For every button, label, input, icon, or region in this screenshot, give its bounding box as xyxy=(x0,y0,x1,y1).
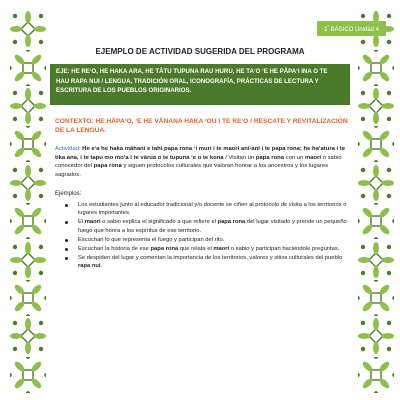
example-text: del lugar visitado y prende un pequeño fuego que honra a los espíritus de ese territorio. xyxy=(78,219,347,234)
example-text: Escuchan la historia de ese xyxy=(78,245,151,252)
example-text: . xyxy=(100,263,103,270)
eje-banner xyxy=(50,64,350,105)
activity-rapanui-text: He eʻa he haka māhani e tahi papa rona ʻi muri i te maori anī-anī i te papa rona; he haʻatura i te tika ana, i te tapu mo moʻa i te vārua o te tupuna ʻe o te kona xyxy=(55,146,346,161)
ornament-motif-icon xyxy=(10,357,46,393)
activity-label: Actividad: xyxy=(55,146,81,152)
context-heading xyxy=(55,117,355,135)
ornament-motif-icon xyxy=(358,280,394,316)
examples-list xyxy=(55,201,350,271)
grade-number: 1 xyxy=(324,27,328,33)
context-line: CONTEXTO: HE HĀPAʻO, ʻE HE VĀNANA HAKA ʻOU I TE REʻO / RESCATE Y REVITALIZACIÓN xyxy=(55,118,348,125)
term-papa-rona: papa rona xyxy=(150,245,179,252)
example-text: El xyxy=(78,219,85,226)
term-maori: maori xyxy=(84,219,101,226)
ornament-motif-icon xyxy=(358,318,394,354)
example-text: Se despiden del lugar y comentan la importancia de los territorios, valores y sitios culturales del pueblo xyxy=(78,254,343,261)
examples-heading: Ejemplos: xyxy=(55,191,82,197)
ornament-motif-icon xyxy=(10,11,46,47)
activity-paragraph xyxy=(55,145,355,179)
context-line: DE LA LENGUA. xyxy=(55,127,107,134)
list-item xyxy=(55,218,350,235)
list-item xyxy=(55,245,350,253)
term-maori: maori xyxy=(213,245,230,252)
left-ornament-border xyxy=(8,10,48,394)
eje-line: HAU RAPA NUI / LENGUA, TRADICIÓN ORAL, ICONOGRAFÍA, PRÁCTICAS DE LECTURA Y xyxy=(56,77,319,85)
term-rapa-nui: rapa nui xyxy=(78,263,101,270)
ornament-motif-icon xyxy=(358,357,394,393)
term-papa-rona: papa rona xyxy=(217,219,246,226)
ornament-motif-icon xyxy=(10,280,46,316)
activity-text: / Visitan un xyxy=(223,154,256,161)
ornament-motif-icon xyxy=(10,126,46,162)
example-text: que relata el xyxy=(178,245,214,252)
ornament-motif-icon xyxy=(10,165,46,201)
ornament-motif-icon xyxy=(10,203,46,239)
right-ornament-border xyxy=(356,10,396,394)
example-text: o sabio explica el significado a que refiere el xyxy=(100,219,218,226)
ornament-motif-icon xyxy=(358,242,394,278)
ornament-motif-icon xyxy=(358,126,394,162)
grade-unit-badge xyxy=(317,21,386,36)
term-maori: maori xyxy=(305,154,322,161)
term-papa-rona: papa rona xyxy=(93,163,122,170)
grade-unit-text: BÁSICO Unidad 4 xyxy=(330,27,379,33)
grade-ordinal: º xyxy=(327,24,329,29)
eje-line: EJE: HE REʻO, HE HAKA ARA, HE TĀTU TUPUNA RAU HURU, HE TAʻO ʻE HE PĀPAʻI INA O TE xyxy=(56,68,328,75)
ornament-motif-icon xyxy=(10,318,46,354)
example-text: o sabio y participan haciéndole preguntas. xyxy=(229,245,340,252)
activity-text: con un xyxy=(284,154,306,161)
example-text: Los estudiantes junto al educador tradicional y/o docente se ciñen al protocolo de visita a los territorios o lugares importantes. xyxy=(78,202,347,217)
example-text: Escuchan lo que representa el fuego y participan del rito. xyxy=(78,236,225,243)
activity-text: y siguen protocolos culturales que valoran honrar a los ancestros y los lugares sagrados. xyxy=(55,163,329,178)
activity-text: o sabio conocedor del xyxy=(55,154,342,170)
ornament-motif-icon xyxy=(10,88,46,124)
ornament-motif-icon xyxy=(358,165,394,201)
ornament-motif-icon xyxy=(10,242,46,278)
eje-line: ESCRITURA DE LOS PUEBLOS ORIGINARIOS. xyxy=(56,87,192,95)
list-item xyxy=(55,254,350,271)
ornament-motif-icon xyxy=(358,88,394,124)
page-title: EJEMPLO DE ACTIVIDAD SUGERIDA DEL PROGRAMA xyxy=(95,47,305,56)
ornament-motif-icon xyxy=(358,203,394,239)
term-papa-rona: papa rona xyxy=(255,154,285,161)
list-item xyxy=(55,201,350,218)
list-item xyxy=(55,236,350,244)
